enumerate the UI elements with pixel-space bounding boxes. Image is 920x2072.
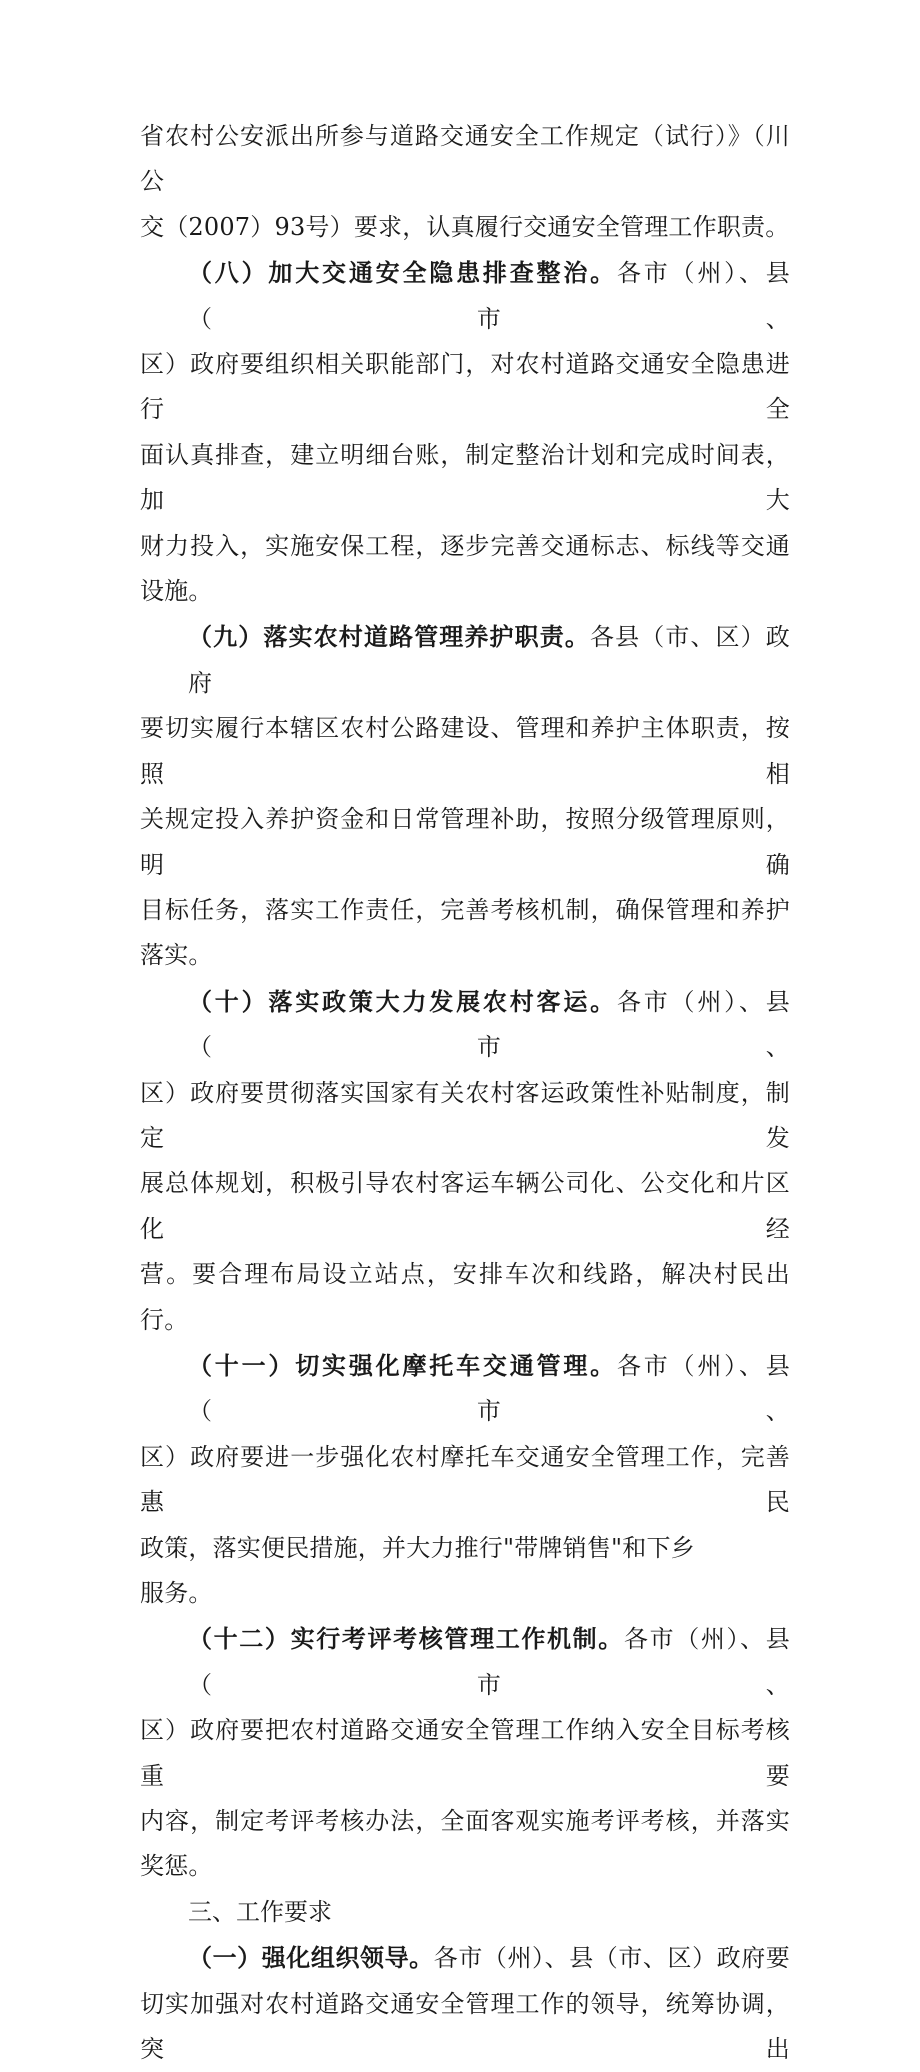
text-span: 各市（州）、县（市、 — [188, 1625, 790, 1699]
text-line: 内容，制定考评考核办法，全面客观实施考评考核，并落实奖惩。 — [140, 1807, 790, 1881]
section-heading: 三、工作要求 — [188, 1897, 332, 1926]
text-line: 政策，落实便民措施，并大力推行"带牌销售"和下乡 — [140, 1533, 695, 1562]
text-line-first — [140, 614, 790, 706]
text-line: 要切实履行本辖区农村公路建设、管理和养护主体职责，按照相 — [140, 714, 790, 788]
text-span: 各市（州）、县（市、 — [188, 1351, 790, 1426]
text-line: 服务。 — [140, 1579, 213, 1607]
paragraph-item-9 — [140, 614, 790, 978]
text-line-first — [140, 1935, 790, 1981]
text-line: 省农村公安派出所参与道路交通安全工作规定（试行）》（川公 — [140, 122, 790, 196]
paragraph-item-12 — [140, 1616, 790, 1889]
text-line-first — [140, 1616, 790, 1708]
text-line: 区）政府要进一步强化农村摩托车交通安全管理工作，完善惠民 — [140, 1442, 790, 1517]
paragraph-lead: （一）强化组织领导。 — [188, 1943, 434, 1973]
paragraph-item-11 — [140, 1343, 790, 1616]
paragraph-requirement-1 — [140, 1935, 790, 2072]
paragraph-continuation — [140, 114, 790, 250]
text-line: 关规定投入养护资金和日常管理补助，按照分级管理原则，明确 — [140, 805, 790, 879]
text-line: 展总体规划，积极引导农村客运车辆公司化、公交化和片区化经 — [140, 1169, 790, 1243]
paragraph-item-8 — [140, 250, 790, 614]
text-span: 各市（州）、县（市、 — [188, 987, 790, 1062]
text-line: 交（2007）93号）要求，认真履行交通安全管理工作职责。 — [140, 212, 790, 241]
text-span: 各县（市、区）政府 — [188, 623, 791, 697]
paragraph-lead: （十）落实政策大力发展农村客运。 — [188, 986, 617, 1016]
text-line: 营。要合理布局设立站点，安排车次和线路，解决村民出行。 — [140, 1260, 790, 1334]
text-line: 区）政府要组织相关职能部门，对农村道路交通安全隐患进行全 — [140, 350, 790, 424]
text-line: 财力投入，实施安保工程，逐步完善交通标志、标线等交通设施。 — [140, 531, 790, 606]
text-line-first — [140, 250, 790, 342]
paragraph-lead: （九）落实农村道路管理养护职责。 — [188, 622, 590, 652]
paragraph-lead: （八）加大交通安全隐患排查整治。 — [188, 258, 617, 288]
text-line-first — [140, 979, 790, 1071]
text-line: 区）政府要把农村道路交通安全管理工作纳入安全目标考核重要 — [140, 1716, 790, 1790]
text-line: 面认真排查，建立明细台账，制定整治计划和完成时间表，加大 — [140, 440, 790, 515]
text-span: 各市（州）、县（市、 — [188, 259, 790, 333]
text-line: 切实加强对农村道路交通安全管理工作的领导，统筹协调，突出 — [140, 1989, 790, 2064]
paragraph-lead: （十一）切实强化摩托车交通管理。 — [188, 1350, 617, 1380]
paragraph-lead: （十二）实行考评考核管理工作机制。 — [188, 1624, 624, 1654]
text-span: 各市（州）、县（市、区）政府要 — [433, 1944, 790, 1973]
document-page — [140, 114, 790, 2072]
text-line: 区）政府要贯彻落实国家有关农村客运政策性补贴制度，制定发 — [140, 1078, 790, 1152]
text-line-first — [140, 1343, 790, 1435]
paragraph-item-10 — [140, 979, 790, 1343]
text-line: 目标任务，落实工作责任，完善考核机制，确保管理和养护落实。 — [140, 895, 790, 970]
